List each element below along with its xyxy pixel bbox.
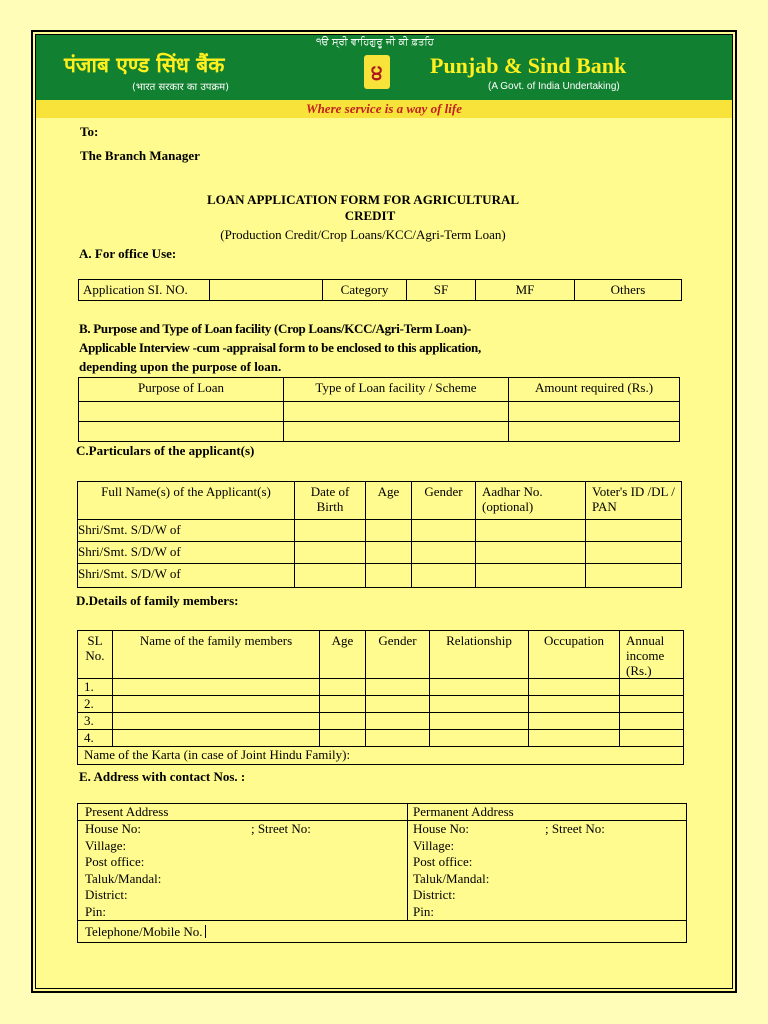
- recipient: The Branch Manager: [80, 148, 200, 163]
- sl-no-cell: 1.: [78, 679, 113, 696]
- permanent-address-label: Permanent Address: [408, 804, 687, 821]
- to-label: To:: [80, 124, 99, 139]
- section-c-heading: C.Particulars of the applicant(s): [76, 443, 255, 458]
- table-row: [78, 631, 684, 679]
- village-label: Village:: [413, 837, 455, 853]
- bank-header: [36, 35, 732, 100]
- relationship-header: Relationship: [430, 631, 529, 679]
- category-label: Category: [323, 280, 407, 301]
- age-field[interactable]: [366, 520, 412, 542]
- section-e-heading: E. Address with contact Nos. :: [79, 769, 246, 784]
- table-row: [78, 696, 684, 713]
- family-table: [77, 630, 684, 765]
- table-row: [78, 520, 682, 542]
- table-row: [78, 821, 687, 921]
- applicant-table: [77, 481, 682, 588]
- table-row: [78, 542, 682, 564]
- present-address-label: Present Address: [78, 804, 408, 821]
- house-label: House No:: [413, 821, 469, 836]
- house-street-line: [85, 821, 403, 838]
- street-label: ; Street No:: [544, 821, 605, 836]
- occupation-field[interactable]: [529, 696, 620, 713]
- bank-motto: Where service is a way of life: [306, 101, 462, 116]
- gender-header: Gender: [412, 482, 476, 520]
- post-office-label: Post office:: [85, 854, 145, 869]
- text-cursor: [205, 925, 207, 938]
- district-label: District:: [85, 887, 128, 902]
- office-use-table: [78, 279, 682, 301]
- gender-field[interactable]: [412, 520, 476, 542]
- gender-field[interactable]: [412, 542, 476, 564]
- motto-bar: [36, 100, 732, 118]
- purpose-header: Purpose of Loan: [79, 378, 284, 402]
- relationship-field[interactable]: [430, 696, 529, 713]
- relationship-field[interactable]: [430, 730, 529, 747]
- section-b-line2: Applicable Interview -cum -appraisal form to be enclosed to this application,: [79, 340, 481, 355]
- occupation-header: Occupation: [529, 631, 620, 679]
- member-gender-field[interactable]: [366, 730, 430, 747]
- applicant-name-field[interactable]: Shri/Smt. S/D/W of: [78, 520, 295, 542]
- dob-field[interactable]: [295, 542, 366, 564]
- present-address-field[interactable]: [78, 821, 408, 921]
- dob-field[interactable]: [295, 520, 366, 542]
- bank-logo-glyph: ੪: [371, 60, 383, 84]
- gender-header: Gender: [366, 631, 430, 679]
- income-header: Annual income (Rs.): [620, 631, 684, 679]
- section-a-heading: A. For office Use:: [79, 246, 177, 261]
- purpose-field[interactable]: [79, 422, 284, 442]
- street-label: ; Street No:: [250, 821, 311, 836]
- purpose-field[interactable]: [79, 402, 284, 422]
- gender-field[interactable]: [412, 564, 476, 588]
- table-row: [79, 402, 680, 422]
- village-label: Village:: [85, 837, 127, 853]
- applicant-name-field[interactable]: Shri/Smt. S/D/W of: [78, 542, 295, 564]
- age-field[interactable]: [366, 542, 412, 564]
- amount-field[interactable]: [509, 402, 680, 422]
- occupation-field[interactable]: [529, 730, 620, 747]
- member-name-field[interactable]: [113, 696, 320, 713]
- table-row: [78, 921, 687, 943]
- aadhar-header: Aadhar No. (optional): [476, 482, 586, 520]
- bank-name-english: Punjab & Sind Bank: [430, 53, 627, 78]
- application-sl-no-field[interactable]: [210, 280, 323, 301]
- house-street-line: [413, 821, 682, 838]
- voter-id-field[interactable]: [586, 520, 682, 542]
- form-subtitle: (Production Credit/Crop Loans/KCC/Agri-Term Loan): [220, 227, 506, 242]
- section-b-line1: B. Purpose and Type of Loan facility (Crop Loans/KCC/Agri-Term Loan)-: [79, 321, 471, 336]
- member-age-field[interactable]: [320, 696, 366, 713]
- sl-no-cell: 4.: [78, 730, 113, 747]
- age-header: Age: [366, 482, 412, 520]
- taluk-label: Taluk/Mandal:: [85, 870, 162, 886]
- member-gender-field[interactable]: [366, 713, 430, 730]
- table-row: [79, 280, 682, 301]
- pin-label: Pin:: [413, 903, 434, 919]
- member-name-field[interactable]: [113, 679, 320, 696]
- loan-type-header: Type of Loan facility / Scheme: [284, 378, 509, 402]
- loan-type-field[interactable]: [284, 402, 509, 422]
- form-title-line2: CREDIT: [344, 208, 396, 223]
- phone-label: Telephone/Mobile No.: [85, 924, 203, 939]
- table-row: [78, 713, 684, 730]
- permanent-address-field[interactable]: [408, 821, 687, 921]
- application-sl-no-label: Application SI. NO.: [79, 280, 210, 301]
- phone-field[interactable]: [78, 921, 687, 943]
- member-name-field[interactable]: [113, 713, 320, 730]
- form-title-line1: LOAN APPLICATION FORM FOR AGRICULTURAL: [206, 192, 520, 207]
- member-name-field[interactable]: [113, 730, 320, 747]
- age-header: Age: [320, 631, 366, 679]
- table-row: [78, 747, 684, 765]
- bank-name-hindi: पंजाब एण्ड सिंध बैंक: [64, 53, 225, 77]
- sl-no-header: SL No.: [78, 631, 113, 679]
- amount-header: Amount required (Rs.): [509, 378, 680, 402]
- dob-field[interactable]: [295, 564, 366, 588]
- income-field[interactable]: [620, 696, 684, 713]
- category-sf[interactable]: SF: [407, 280, 476, 301]
- member-gender-field[interactable]: [366, 679, 430, 696]
- income-field[interactable]: [620, 713, 684, 730]
- address-table: [77, 803, 687, 943]
- category-mf[interactable]: MF: [476, 280, 575, 301]
- taluk-label: Taluk/Mandal:: [413, 870, 490, 886]
- table-row: [78, 482, 682, 520]
- section-d-heading: D.Details of family members:: [76, 593, 239, 608]
- post-office-label: Post office:: [413, 854, 473, 869]
- income-field[interactable]: [620, 679, 684, 696]
- table-row: [79, 378, 680, 402]
- occupation-field[interactable]: [529, 679, 620, 696]
- member-gender-field[interactable]: [366, 696, 430, 713]
- category-others[interactable]: Others: [575, 280, 682, 301]
- sl-no-cell: 3.: [78, 713, 113, 730]
- karta-field[interactable]: Name of the Karta (in case of Joint Hindu Family):: [78, 747, 684, 765]
- age-field[interactable]: [366, 564, 412, 588]
- aadhar-field[interactable]: [476, 564, 586, 588]
- aadhar-field[interactable]: [476, 542, 586, 564]
- name-header: Full Name(s) of the Applicant(s): [78, 482, 295, 520]
- amount-field[interactable]: [509, 422, 680, 442]
- section-b-line3: depending upon the purpose of loan.: [79, 359, 282, 374]
- dob-header: Date of Birth: [295, 482, 366, 520]
- voter-id-field[interactable]: [586, 542, 682, 564]
- member-age-field[interactable]: [320, 679, 366, 696]
- table-row: [78, 564, 682, 588]
- house-label: House No:: [85, 821, 141, 836]
- district-label: District:: [413, 887, 456, 902]
- occupation-field[interactable]: [529, 713, 620, 730]
- gurmukhi-invocation: ੧ੳ ਸ੍ਰੀ ਵਾਹਿਗੁਰੂ ਜੀ ਕੀ ਫ਼ਤਹਿ: [316, 37, 434, 48]
- voter-id-header: Voter's ID /DL / PAN: [586, 482, 682, 520]
- table-row: [78, 730, 684, 747]
- applicant-name-field[interactable]: Shri/Smt. S/D/W of: [78, 564, 295, 588]
- relationship-field[interactable]: [430, 713, 529, 730]
- loan-type-field[interactable]: [284, 422, 509, 442]
- relationship-field[interactable]: [430, 679, 529, 696]
- table-row: [78, 679, 684, 696]
- income-field[interactable]: [620, 730, 684, 747]
- table-row: [79, 422, 680, 442]
- pin-label: Pin:: [85, 903, 106, 919]
- table-row: [78, 804, 687, 821]
- member-age-field[interactable]: [320, 730, 366, 747]
- member-age-field[interactable]: [320, 713, 366, 730]
- bank-subtitle-english: (A Govt. of India Undertaking): [488, 81, 620, 92]
- bank-subtitle-hindi: (भारत सरकार का उपक्रम): [132, 82, 230, 93]
- voter-id-field[interactable]: [586, 564, 682, 588]
- sl-no-cell: 2.: [78, 696, 113, 713]
- loan-purpose-table: [78, 377, 680, 442]
- member-name-header: Name of the family members: [113, 631, 320, 679]
- aadhar-field[interactable]: [476, 520, 586, 542]
- bank-logo: [364, 55, 390, 89]
